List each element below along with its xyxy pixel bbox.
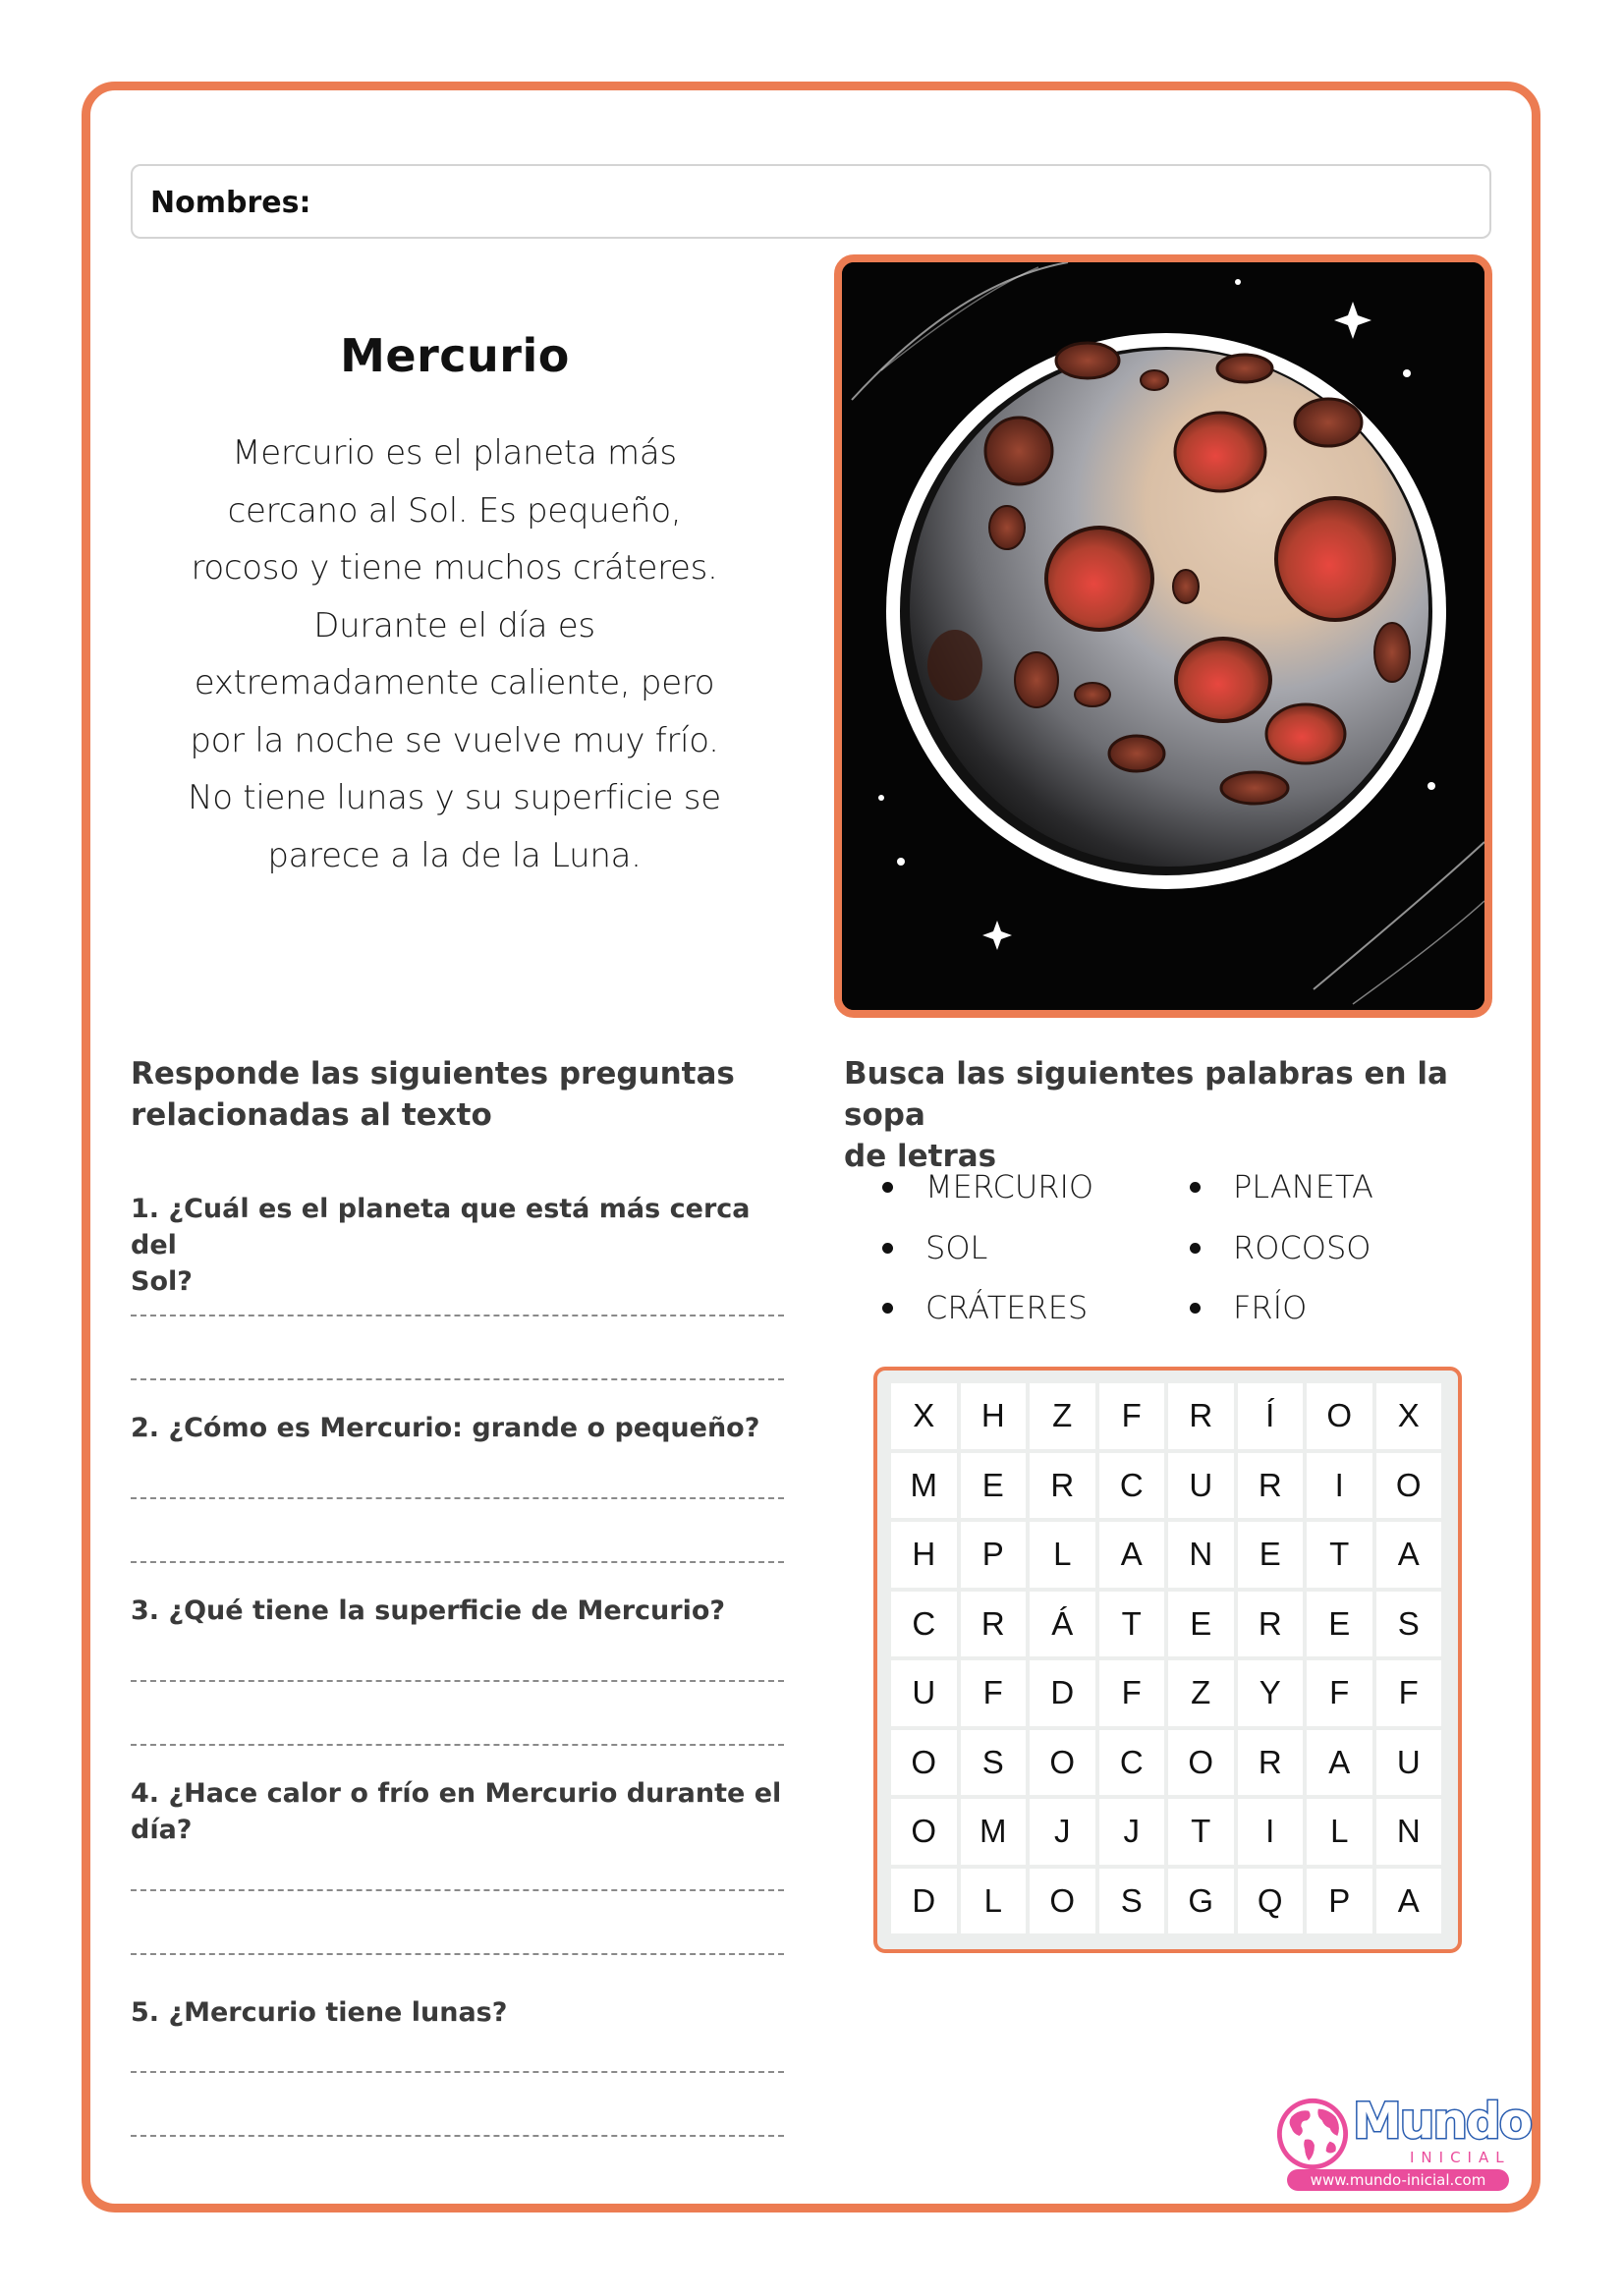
grid-cell[interactable]: I [1307,1453,1372,1519]
question-4 [131,1775,799,1848]
grid-cell[interactable]: R [1030,1453,1095,1519]
grid-cell[interactable]: J [1030,1799,1095,1865]
question-3 [131,1593,799,1629]
grid-cell[interactable]: E [1168,1592,1234,1657]
grid-cell[interactable]: F [1307,1660,1372,1726]
grid-cell[interactable]: M [891,1453,957,1519]
answer-line[interactable] [131,1315,784,1316]
grid-cell[interactable]: I [1238,1799,1304,1865]
word-list-item [882,1226,1093,1269]
answer-line[interactable] [131,1497,784,1499]
grid-cell[interactable]: S [961,1730,1027,1796]
grid-cell[interactable]: F [1099,1660,1165,1726]
reading-line: por la noche se vuelve muy frío. [190,720,719,760]
grid-cell[interactable]: R [1238,1453,1304,1519]
answer-line[interactable] [131,1889,784,1891]
grid-cell[interactable]: S [1376,1592,1442,1657]
reading-line: cercano al Sol. Es pequeño, [227,490,682,531]
word-search-heading-line: de letras [844,1139,997,1174]
grid-cell[interactable]: F [961,1660,1027,1726]
bullet-icon [882,1182,893,1193]
reading-line: No tiene lunas y su superficie se [188,778,721,817]
answer-line[interactable] [131,2135,784,2137]
grid-cell[interactable]: U [891,1660,957,1726]
grid-cell[interactable]: D [891,1869,957,1934]
grid-cell[interactable]: T [1099,1592,1165,1657]
grid-cell[interactable]: C [1099,1730,1165,1796]
question-1 [131,1191,799,1300]
reading-line: rocoso y tiene muchos cráteres. [191,548,718,588]
logo-brand: Mundo [1353,2093,1532,2150]
grid-cell[interactable]: L [1307,1799,1372,1865]
grid-cell[interactable]: O [1168,1730,1234,1796]
grid-cell[interactable]: N [1168,1522,1234,1588]
word-label: MERCURIO [925,1168,1094,1205]
bullet-icon [1190,1243,1201,1254]
reading-title: Mercurio [340,329,570,382]
word-label: ROCOSO [1233,1229,1371,1266]
grid-cell[interactable]: P [1307,1869,1372,1934]
grid-cell[interactable]: A [1307,1730,1372,1796]
word-list-item [1190,1226,1373,1269]
grid-cell[interactable]: R [961,1592,1027,1657]
answer-line[interactable] [131,2071,784,2073]
bullet-icon [1190,1303,1201,1314]
questions-heading-line: Responde las siguientes preguntas [131,1056,735,1092]
grid-cell[interactable]: L [961,1869,1027,1934]
word-label: SOL [925,1229,988,1266]
grid-cell[interactable]: Í [1238,1383,1304,1449]
bullet-icon [882,1303,893,1314]
grid-cell[interactable]: E [1238,1522,1304,1588]
grid-cell[interactable]: A [1099,1522,1165,1588]
reading-line: Durante el día es [313,605,595,645]
mundo-inicial-logo [1274,2093,1532,2196]
question-text: 4. ¿Hace calor o frío en Mercurio durante el [131,1778,782,1809]
grid-cell[interactable]: P [961,1522,1027,1588]
answer-line[interactable] [131,1744,784,1746]
word-list-item [882,1165,1093,1208]
answer-line[interactable] [131,1561,784,1563]
grid-cell[interactable]: S [1099,1869,1165,1934]
word-search-grid-frame [873,1367,1462,1953]
grid-cell[interactable]: G [1168,1869,1234,1934]
question-text: 3. ¿Qué tiene la superficie de Mercurio? [131,1596,726,1626]
question-text: 2. ¿Cómo es Mercurio: grande o pequeño? [131,1413,760,1443]
grid-cell[interactable]: O [1307,1383,1372,1449]
grid-cell[interactable]: D [1030,1660,1095,1726]
word-label: PLANETA [1233,1168,1373,1205]
question-5 [131,1994,799,2031]
grid-cell[interactable]: C [1099,1453,1165,1519]
answer-line[interactable] [131,1378,784,1380]
word-label: FRÍO [1233,1289,1308,1326]
grid-cell[interactable]: X [1376,1383,1442,1449]
grid-cell[interactable]: X [891,1383,957,1449]
question-text: Sol? [131,1266,193,1297]
grid-cell[interactable]: Z [1168,1660,1234,1726]
grid-cell[interactable]: Z [1030,1383,1095,1449]
names-field[interactable] [131,164,1491,239]
grid-cell[interactable]: L [1030,1522,1095,1588]
question-text: 5. ¿Mercurio tiene lunas? [131,1997,508,2028]
reading-line: extremadamente caliente, pero [194,663,715,702]
grid-cell[interactable]: O [891,1730,957,1796]
globe-icon [1274,2096,1351,2172]
answer-line[interactable] [131,1680,784,1682]
word-list-col-1 [882,1165,1093,1329]
grid-cell[interactable]: A [1376,1522,1442,1588]
grid-cell[interactable]: C [891,1592,957,1657]
bullet-icon [1190,1182,1201,1193]
grid-cell[interactable]: Q [1238,1869,1304,1934]
grid-cell[interactable]: N [1376,1799,1442,1865]
word-list-col-2 [1190,1165,1373,1329]
word-list-item [1190,1286,1373,1329]
word-list-item [1190,1165,1373,1208]
grid-cell[interactable]: O [1030,1869,1095,1934]
grid-cell[interactable]: O [1376,1453,1442,1519]
question-text: 1. ¿Cuál es el planeta que está más cerca del [131,1194,751,1260]
word-list-item [882,1286,1093,1329]
grid-cell[interactable]: U [1376,1730,1442,1796]
word-search-heading-line: Busca las siguientes palabras en la sopa [844,1056,1448,1133]
grid-cell[interactable]: M [961,1799,1027,1865]
grid-cell[interactable]: E [961,1453,1027,1519]
mercury-illustration [834,254,1492,1018]
grid-cell[interactable]: O [1030,1730,1095,1796]
word-label: CRÁTERES [925,1289,1089,1326]
grid-cell[interactable]: F [1099,1383,1165,1449]
grid-cell[interactable]: O [891,1799,957,1865]
grid-cell[interactable]: A [1376,1869,1442,1934]
grid-cell[interactable]: U [1168,1453,1234,1519]
logo-subtitle: INICIAL [1410,2149,1511,2166]
grid-cell[interactable]: E [1307,1592,1372,1657]
grid-cell[interactable]: H [961,1383,1027,1449]
bullet-icon [882,1243,893,1254]
logo-url[interactable]: www.mundo-inicial.com [1287,2169,1509,2191]
question-text: día? [131,1815,193,1845]
grid-cell[interactable]: Á [1030,1592,1095,1657]
mercury-planet-icon [842,262,1484,1010]
reading-line: Mercurio es el planeta más [232,433,677,473]
questions-heading-line: relacionadas al texto [131,1097,492,1133]
grid-cell[interactable]: T [1307,1522,1372,1588]
grid-cell[interactable]: H [891,1522,957,1588]
word-search-grid [891,1383,1441,1933]
questions-heading [131,1053,799,1136]
question-2 [131,1410,799,1446]
grid-cell[interactable]: R [1168,1383,1234,1449]
answer-line[interactable] [131,1953,784,1955]
grid-cell[interactable]: Y [1238,1660,1304,1726]
grid-cell[interactable]: J [1099,1799,1165,1865]
grid-cell[interactable]: T [1168,1799,1234,1865]
word-search-heading [844,1053,1512,1177]
grid-cell[interactable]: R [1238,1592,1304,1657]
grid-cell[interactable]: F [1376,1660,1442,1726]
names-label: Nombres: [150,186,311,220]
grid-cell[interactable]: R [1238,1730,1304,1796]
reading-text [147,424,761,884]
reading-line: parece a la de la Luna. [267,835,642,875]
